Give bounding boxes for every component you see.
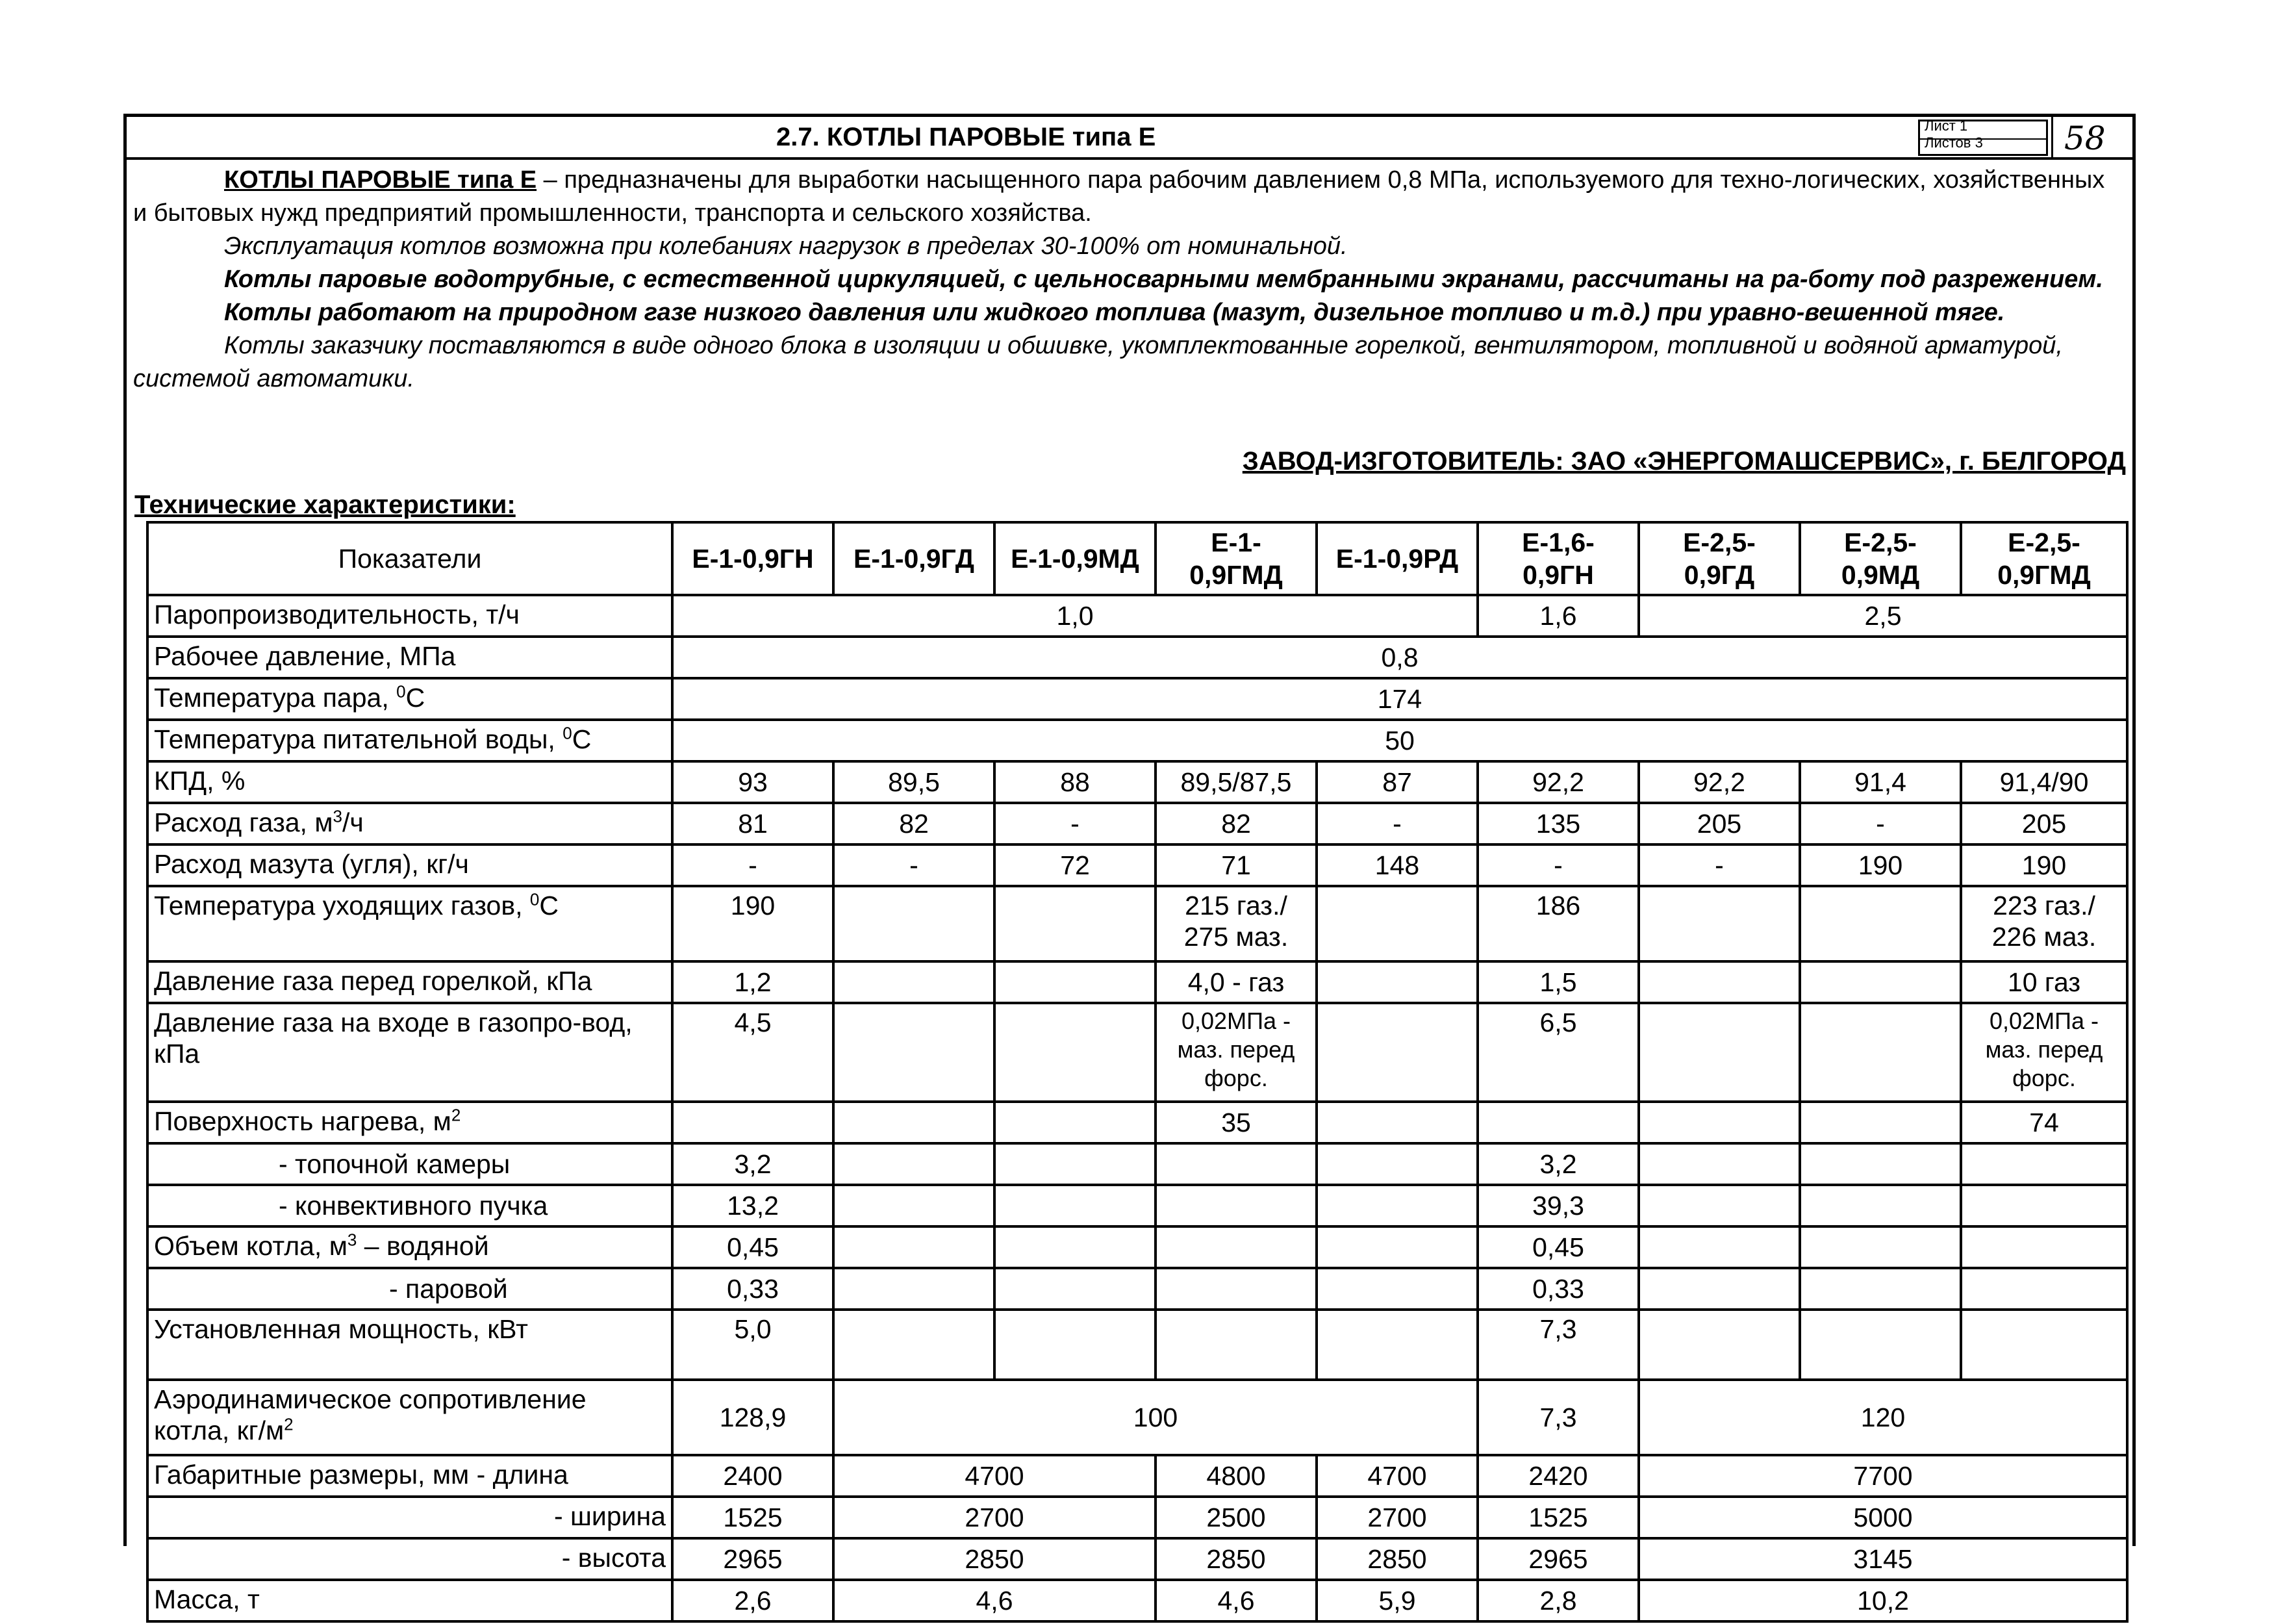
row-aero	[147, 1380, 2127, 1455]
col-header: Показатели	[147, 522, 672, 595]
intro-paragraph-5: Котлы заказчику поставляются в виде одного блока в изоляции и обшивке, укомплектованные горелкой, вентилятором, топливной и водяной арматурой, системой автоматики.	[133, 332, 2063, 392]
model-9: Е-2,5- 0,9ГМД	[1961, 522, 2127, 595]
empty-cell	[833, 886, 994, 961]
empty-cell	[1800, 1102, 1961, 1143]
empty-cell	[1800, 1310, 1961, 1380]
value-cell: 92,2	[1478, 761, 1639, 803]
value-cell: 10,2	[1639, 1580, 2127, 1621]
value-cell: 2700	[833, 1497, 1156, 1538]
value-cell: 205	[1961, 803, 2127, 844]
row-convective	[147, 1185, 2127, 1226]
intro-paragraph-1	[133, 164, 2106, 230]
param-label: Габаритные размеры, мм - длина	[147, 1455, 672, 1497]
empty-cell	[1639, 1226, 1800, 1268]
empty-cell	[994, 1102, 1156, 1143]
empty-cell	[1639, 1102, 1800, 1143]
value-cell: 2965	[672, 1538, 833, 1580]
row-volume-water	[147, 1226, 2127, 1268]
intro-paragraph-3: Котлы паровые водотрубные, с естественной циркуляцией, с цельносварными мембранными экранами, рассчитаны на ра-боту под разрежением.	[224, 266, 2103, 293]
lead-title: КОТЛЫ ПАРОВЫЕ типа Е	[224, 166, 537, 194]
model-4: Е-1- 0,9ГМД	[1156, 522, 1317, 595]
label-sup: 3	[347, 1230, 357, 1250]
empty-cell	[1639, 1310, 1800, 1380]
empty-cell	[1639, 1003, 1800, 1102]
param-label: Паропроизводительность, т/ч	[147, 595, 672, 637]
empty-cell	[994, 961, 1156, 1003]
model-2: Е-1-0,9ГД	[833, 522, 994, 595]
value-cell: -	[994, 803, 1156, 844]
empty-cell	[994, 1310, 1156, 1380]
sheet-label: Лист 1	[1925, 118, 1968, 134]
empty-cell	[833, 1003, 994, 1102]
param-label: - конвективного пучка	[147, 1185, 672, 1226]
model-7: Е-2,5- 0,9ГД	[1639, 522, 1800, 595]
value-cell: 0,45	[672, 1226, 833, 1268]
model-8: Е-2,5- 0,9МД	[1800, 522, 1961, 595]
empty-cell	[1317, 1268, 1478, 1310]
row-burner-pressure	[147, 961, 2127, 1003]
empty-cell	[1639, 961, 1800, 1003]
value-cell: 92,2	[1639, 761, 1800, 803]
value-cell: 2850	[833, 1538, 1156, 1580]
label-sup: 2	[451, 1105, 461, 1125]
empty-cell	[1156, 1143, 1317, 1185]
param-label: - ширина	[147, 1497, 672, 1538]
label-text: Аэродинамическое сопротивление котла, кг/м	[154, 1384, 587, 1445]
value-cell: 7,3	[1478, 1380, 1639, 1455]
param-label: Давление газа на входе в газопро-вод, кПа	[147, 1003, 672, 1102]
row-mass	[147, 1580, 2127, 1621]
value-cell: 2,5	[1639, 595, 2127, 637]
value-cell: 91,4	[1800, 761, 1961, 803]
row-efficiency	[147, 761, 2127, 803]
empty-cell	[1317, 1226, 1478, 1268]
param-label: Расход мазута (угля), кг/ч	[147, 844, 672, 886]
param-label	[147, 678, 672, 720]
row-volume-steam	[147, 1268, 2127, 1310]
param-label: - высота	[147, 1538, 672, 1580]
sheets-label: Листов 3	[1925, 134, 1983, 151]
value-cell: 2700	[1317, 1497, 1478, 1538]
value-cell: 4700	[1317, 1455, 1478, 1497]
value-cell: 4800	[1156, 1455, 1317, 1497]
label-unit: С	[405, 683, 425, 713]
intro-text	[133, 164, 2106, 396]
param-label: Масса, т	[147, 1580, 672, 1621]
value-cell: 0,8	[672, 637, 2127, 678]
value-cell: 88	[994, 761, 1156, 803]
header-divider	[127, 157, 2132, 160]
value-cell: 7700	[1639, 1455, 2127, 1497]
value-cell: 4,6	[833, 1580, 1156, 1621]
empty-cell	[1800, 1143, 1961, 1185]
row-pressure	[147, 637, 2127, 678]
param-label	[147, 720, 672, 761]
empty-cell	[1156, 1185, 1317, 1226]
label-unit: С	[539, 891, 559, 920]
value-cell: 50	[672, 720, 2127, 761]
value-cell: 74	[1961, 1102, 2127, 1143]
value-cell: 7,3	[1478, 1310, 1639, 1380]
value-cell: -	[833, 844, 994, 886]
value-cell: 2400	[672, 1455, 833, 1497]
row-gas-flow	[147, 803, 2127, 844]
page-frame	[123, 114, 2136, 1616]
value-cell: 223 газ./ 226 маз.	[1961, 886, 2127, 961]
value-cell: 35	[1156, 1102, 1317, 1143]
row-feed-temp	[147, 720, 2127, 761]
row-heating-surface	[147, 1102, 2127, 1143]
empty-cell	[1800, 1226, 1961, 1268]
row-steam-capacity	[147, 595, 2127, 637]
value-cell: 2850	[1156, 1538, 1317, 1580]
empty-cell	[833, 1185, 994, 1226]
value-cell: 72	[994, 844, 1156, 886]
value-cell: 13,2	[672, 1185, 833, 1226]
row-flue-temp	[147, 886, 2127, 961]
row-length	[147, 1455, 2127, 1497]
value-cell: 148	[1317, 844, 1478, 886]
sheet-stamp	[1918, 117, 2132, 157]
intro-paragraph-4: Котлы работают на природном газе низкого давления или жидкого топлива (мазут, дизельное топливо и т.д.) при уравно-вешенной тяге.	[224, 299, 2005, 326]
label-text: Температура пара,	[154, 683, 389, 713]
value-cell: 93	[672, 761, 833, 803]
value-cell: 4,0 - газ	[1156, 961, 1317, 1003]
value-cell: 205	[1639, 803, 1800, 844]
value-cell: 100	[833, 1380, 1478, 1455]
tech-title: Технические характеристики:	[134, 490, 516, 519]
empty-cell	[833, 1310, 994, 1380]
value-cell: 0,45	[1478, 1226, 1639, 1268]
intro-paragraph-2: Эксплуатация котлов возможна при колебаниях нагрузок в пределах 30-100% от номинальной.	[224, 233, 1348, 260]
value-cell: 71	[1156, 844, 1317, 886]
empty-cell	[1639, 1143, 1800, 1185]
empty-cell	[1478, 1102, 1639, 1143]
row-steam-temp	[147, 678, 2127, 720]
value-cell: 5,0	[672, 1310, 833, 1380]
value-cell: 120	[1639, 1380, 2127, 1455]
value-cell: 91,4/90	[1961, 761, 2127, 803]
value-cell: 135	[1478, 803, 1639, 844]
empty-cell	[833, 1226, 994, 1268]
empty-cell	[1317, 886, 1478, 961]
empty-cell	[994, 1143, 1156, 1185]
empty-cell	[1639, 1268, 1800, 1310]
value-cell: 39,3	[1478, 1185, 1639, 1226]
value-cell: 0,02МПа - маз. перед форс.	[1961, 1003, 2127, 1102]
lead-text: – предназначены для выработки насыщенного пара рабочим давлением 0,8 МПа, используемого для техно-логических, хозяйственных и бытовых нужд предприятий промышленности, транспорта и сельского хозяйства.	[133, 166, 2105, 227]
value-cell: 186	[1478, 886, 1639, 961]
empty-cell	[1800, 1185, 1961, 1226]
value-cell: 1,5	[1478, 961, 1639, 1003]
section-title: 2.7. КОТЛЫ ПАРОВЫЕ типа Е	[776, 123, 1156, 151]
param-label: Давление газа перед горелкой, кПа	[147, 961, 672, 1003]
label-text: Температура питательной воды,	[154, 724, 555, 754]
value-cell: 174	[672, 678, 2127, 720]
value-cell: 2965	[1478, 1538, 1639, 1580]
value-cell: 0,33	[1478, 1268, 1639, 1310]
param-label	[147, 803, 672, 844]
value-cell: 82	[833, 803, 994, 844]
empty-cell	[994, 1185, 1156, 1226]
empty-cell	[994, 1226, 1156, 1268]
model-6: Е-1,6- 0,9ГН	[1478, 522, 1639, 595]
value-cell: -	[1800, 803, 1961, 844]
value-cell: 1525	[672, 1497, 833, 1538]
value-cell: 190	[672, 886, 833, 961]
value-cell: 2500	[1156, 1497, 1317, 1538]
value-cell: 10 газ	[1961, 961, 2127, 1003]
value-cell: 190	[1800, 844, 1961, 886]
empty-cell	[1800, 1003, 1961, 1102]
label-text: Расход газа, м	[154, 807, 333, 837]
label-sup: 2	[284, 1414, 294, 1434]
value-cell: 0,02МПа - маз. перед форс.	[1156, 1003, 1317, 1102]
empty-cell	[1961, 1268, 2127, 1310]
value-cell: 6,5	[1478, 1003, 1639, 1102]
value-cell: 4,6	[1156, 1580, 1317, 1621]
page-number: 58	[2064, 120, 2106, 157]
value-cell: 128,9	[672, 1380, 833, 1455]
label-sup: 0	[396, 681, 406, 702]
empty-cell	[1961, 1185, 2127, 1226]
value-cell: 2420	[1478, 1455, 1639, 1497]
value-cell: 1,6	[1478, 595, 1639, 637]
empty-cell	[1317, 1102, 1478, 1143]
model-3: Е-1-0,9МД	[994, 522, 1156, 595]
label-text: Температура уходящих газов,	[154, 891, 523, 920]
row-height	[147, 1538, 2127, 1580]
empty-cell	[1317, 1310, 1478, 1380]
value-cell: 4700	[833, 1455, 1156, 1497]
param-label: Рабочее давление, МПа	[147, 637, 672, 678]
empty-cell	[1961, 1143, 2127, 1185]
label-unit: – водяной	[357, 1231, 489, 1261]
param-label: Установленная мощность, кВт	[147, 1310, 672, 1380]
empty-cell	[1800, 1268, 1961, 1310]
empty-cell	[1317, 1143, 1478, 1185]
label-sup: 0	[562, 723, 572, 743]
model-1: Е-1-0,9ГН	[672, 522, 833, 595]
empty-cell	[994, 1268, 1156, 1310]
empty-cell	[1156, 1226, 1317, 1268]
label-unit: /ч	[342, 807, 364, 837]
row-width	[147, 1497, 2127, 1538]
value-cell: 1525	[1478, 1497, 1639, 1538]
value-cell: 4,5	[672, 1003, 833, 1102]
param-label: КПД, %	[147, 761, 672, 803]
row-power	[147, 1310, 2127, 1380]
empty-cell	[833, 1268, 994, 1310]
value-cell: 2,6	[672, 1580, 833, 1621]
value-cell: 89,5/87,5	[1156, 761, 1317, 803]
label-sup: 3	[333, 806, 342, 826]
empty-cell	[1639, 1185, 1800, 1226]
empty-cell	[833, 961, 994, 1003]
value-cell: 2,8	[1478, 1580, 1639, 1621]
param-label	[147, 1102, 672, 1143]
value-cell: -	[1317, 803, 1478, 844]
value-cell: -	[1639, 844, 1800, 886]
value-cell: 1,0	[672, 595, 1478, 637]
empty-cell	[1317, 1003, 1478, 1102]
header-row	[147, 522, 2127, 595]
value-cell: 87	[1317, 761, 1478, 803]
empty-cell	[833, 1102, 994, 1143]
param-label	[147, 1226, 672, 1268]
label-text: Поверхность нагрева, м	[154, 1106, 451, 1136]
empty-cell	[994, 1003, 1156, 1102]
value-cell: 215 газ./ 275 маз.	[1156, 886, 1317, 961]
value-cell: -	[672, 844, 833, 886]
label-sup: 0	[529, 889, 540, 909]
empty-cell	[1961, 1226, 2127, 1268]
value-cell: 190	[1961, 844, 2127, 886]
row-furnace	[147, 1143, 2127, 1185]
row-fuel-flow	[147, 844, 2127, 886]
value-cell: 0,33	[672, 1268, 833, 1310]
value-cell: 5000	[1639, 1497, 2127, 1538]
label-text: Объем котла, м	[154, 1231, 347, 1261]
value-cell: 5,9	[1317, 1580, 1478, 1621]
value-cell: 82	[1156, 803, 1317, 844]
empty-cell	[1317, 1185, 1478, 1226]
value-cell: 89,5	[833, 761, 994, 803]
label-unit: С	[572, 724, 592, 754]
value-cell: -	[1478, 844, 1639, 886]
value-cell: 2850	[1317, 1538, 1478, 1580]
manufacturer: ЗАВОД-ИЗГОТОВИТЕЛЬ: ЗАО «ЭНЕРГОМАШСЕРВИС», г. БЕЛГОРОД	[1242, 447, 2126, 476]
empty-cell	[1156, 1268, 1317, 1310]
value-cell: 3,2	[1478, 1143, 1639, 1185]
value-cell: 1,2	[672, 961, 833, 1003]
empty-cell	[833, 1143, 994, 1185]
value-cell: 81	[672, 803, 833, 844]
empty-cell	[1800, 886, 1961, 961]
value-cell: 3,2	[672, 1143, 833, 1185]
empty-cell	[672, 1102, 833, 1143]
empty-cell	[1961, 1310, 2127, 1380]
model-5: Е-1-0,9РД	[1317, 522, 1478, 595]
param-label	[147, 1380, 672, 1455]
empty-cell	[1639, 886, 1800, 961]
param-label: - паровой	[147, 1268, 672, 1310]
param-label: - топочной камеры	[147, 1143, 672, 1185]
row-inlet-pressure	[147, 1003, 2127, 1102]
empty-cell	[1156, 1310, 1317, 1380]
value-cell: 3145	[1639, 1538, 2127, 1580]
empty-cell	[1800, 961, 1961, 1003]
empty-cell	[994, 886, 1156, 961]
stamp-separator	[2051, 117, 2053, 157]
spec-table	[146, 521, 2129, 1623]
empty-cell	[1317, 961, 1478, 1003]
param-label	[147, 886, 672, 961]
